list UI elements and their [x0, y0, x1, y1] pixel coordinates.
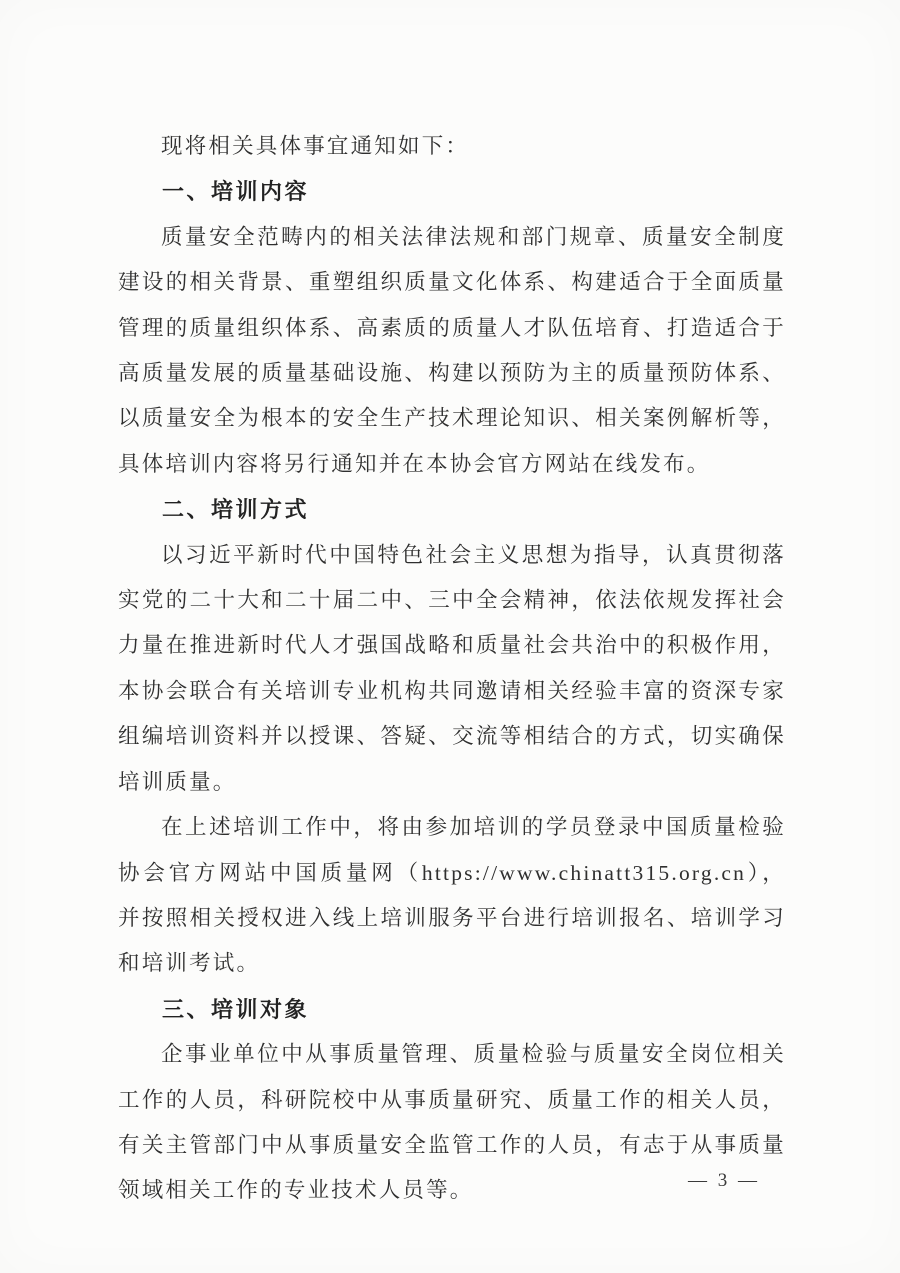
section-heading-training-content: 一、培训内容: [162, 179, 310, 205]
intro-paragraph: 现将相关具体事宜通知如下：: [161, 134, 470, 158]
section-heading-training-audience: 三、培训对象: [162, 996, 310, 1022]
paragraph-training-content: 质量安全范畴内的相关法律法规和部门规章、质量安全制度建设的相关背景、重塑组织质量文化体系、构建适合于全面质量管理的质量组织体系、高素质的质量人才队伍培育、打造适合于高质量发展的质量基础设施、构建以预防为主的质量预防体系、以质量安全为根本的安全生产技术理论知识、相关案例解析等，具体培训内容将另行通知并在本协会官方网站在线发布。: [118, 224, 786, 476]
page-number: — 3 —: [688, 1170, 760, 1191]
paragraph-training-method-2: 在上述培训工作中，将由参加培训的学员登录中国质量检验协会官方网站中国质量网（https://www.chinatt315.org.cn），并按照相关授权进入线上培训服务平台进行培训报名、培训学习和培训考试。: [118, 815, 786, 976]
paragraph-training-audience: 企事业单位中从事质量管理、质量检验与质量安全岗位相关工作的人员，科研院校中从事质量研究、质量工作的相关人员，有关主管部门中从事质量安全监管工作的人员，有志于从事质量领域相关工作的专业技术人员等。: [118, 1042, 786, 1203]
document-body: [118, 124, 786, 1214]
section-heading-training-method: 二、培训方式: [162, 497, 310, 523]
paragraph-training-method-1: 以习近平新时代中国特色社会主义思想为指导，认真贯彻落实党的二十大和二十届二中、三中全会精神，依法依规发挥社会力量在推进新时代人才强国战略和质量社会共治中的积极作用，本协会联合有关培训专业机构共同邀请相关经验丰富的资深专家组编培训资料并以授课、答疑、交流等相结合的方式，切实确保培训质量。: [118, 542, 786, 794]
